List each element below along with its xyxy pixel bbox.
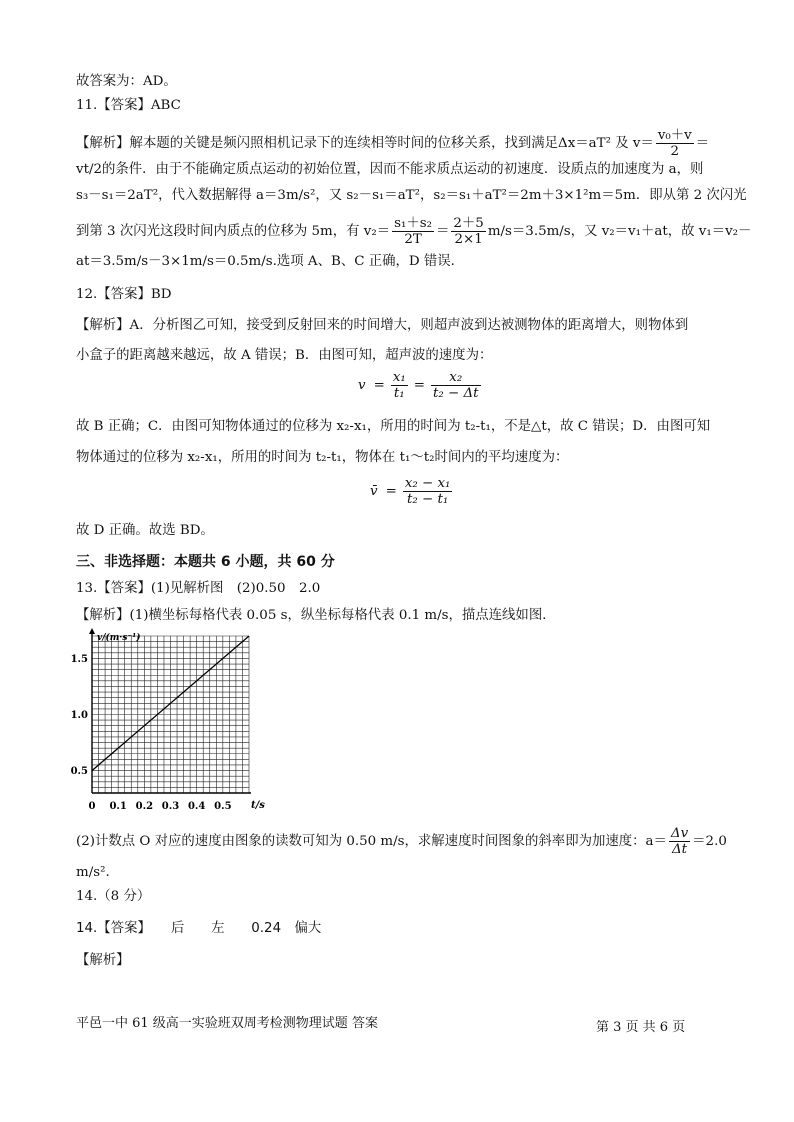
question-12-answer: 12.【答案】BD — [76, 287, 172, 302]
fraction-dv-over-dt — [669, 826, 690, 857]
question-13-analysis-line-1: 【解析】(1)横坐标每格代表 0.05 s，纵坐标每格代表 0.1 m/s，描点连线如图． — [76, 608, 556, 623]
analysis-text: m/s＝3.5m/s，又 v₂＝v₁＋at，故 v₁＝v₂－ — [487, 224, 752, 239]
fraction-x1-over-t1 — [391, 370, 408, 401]
question-13-analysis-line-3: m/s². — [76, 865, 110, 880]
question-14-header: 14.（8 分） — [76, 889, 151, 904]
analysis-text: 【解析】解本题的关键是频闪照相机记录下的连续相等时间的位移关系，找到满足Δx＝aT² 及 v＝ — [76, 136, 654, 151]
analysis-text: (2)计数点 O 对应的速度由图象的读数可知为 0.50 m/s，求解速度时间图象的斜率即为加速度：a＝ — [76, 834, 667, 849]
formula-variable-v-bar: v̄ — [370, 484, 378, 499]
question-11-analysis-line-4 — [76, 216, 751, 247]
chart-y-axis-label: v/(m·s⁻¹) — [97, 633, 141, 643]
x-tick-label: 0.2 — [135, 801, 154, 812]
question-12-analysis-line-1: 【解析】A．分析图乙可知，接受到反射回来的时间增大，则超声波到达被测物体的距离增大，则物体到 — [76, 318, 689, 333]
equals-sign: ＝ — [695, 136, 710, 151]
fraction-2-plus-5-over-2x1 — [451, 216, 485, 247]
fraction-numerator: v₀＋v — [657, 128, 692, 143]
y-axis-arrow — [89, 628, 95, 634]
equals-sign: ＝ — [436, 224, 450, 239]
question-12-analysis-line-4: 物体通过的位移为 x₂-x₁，所用的时间为 t₂-t₁，物体在 t₁～t₂时间内的平均速度为： — [76, 450, 569, 465]
question-12-analysis-line-2: 小盒子的距离越来越远，故 A 错误；B．由图可知，超声波的速度为： — [76, 348, 493, 363]
chart-grid — [92, 636, 249, 793]
fraction-denominator: 2 — [670, 144, 680, 159]
y-tick-label: 1.5 — [70, 653, 88, 665]
question-11-analysis-line-3: s₃－s₁＝2aT²，代入数据解得 a＝3m/s²，又 s₂－s₁＝aT²，s₂＝s₁＋aT²＝2m＋3×1²m＝5m．即从第 2 次闪光 — [76, 188, 747, 203]
analysis-text: ＝2.0 — [692, 834, 727, 849]
question-12-analysis-line-3: 故 B 正确；C．由图可知物体通过的位移为 x₂-x₁，所用的时间为 t₂-t₁，不是△t，故 C 错误；D．由图可知 — [76, 419, 711, 434]
question-11-analysis-line-5: at＝3.5m/s－3×1m/s＝0.5m/s.选项 A、B、C 正确，D 错误． — [76, 254, 465, 269]
question-13-answer: 13.【答案】(1)见解析图 (2)0.50 2.0 — [76, 581, 321, 596]
x-tick-label: 0.4 — [187, 801, 206, 812]
question-11-analysis-line-1 — [76, 128, 709, 159]
equals-sign: = — [385, 484, 397, 499]
velocity-time-chart — [70, 628, 270, 818]
fraction-s1-plus-s2-over-2T — [392, 216, 434, 247]
fraction-numerator: Δv — [670, 826, 689, 841]
fraction-denominator: 2T — [404, 232, 422, 247]
x-tick-label: 0.5 — [214, 801, 232, 812]
question-14-answer: 14.【答案】 后 左 0.24 偏大 — [76, 921, 322, 936]
answer-11-summary: 故答案为：AD。 — [76, 74, 177, 89]
y-tick-label: 0.5 — [70, 766, 88, 778]
question-13-analysis-line-2 — [76, 826, 727, 857]
fraction-dx-over-dt — [403, 476, 453, 507]
x-tick-label: 0.3 — [161, 801, 180, 812]
formula-speed-of-sound — [354, 370, 483, 401]
fraction-numerator: 2＋5 — [453, 216, 484, 231]
equals-sign: = — [373, 378, 385, 393]
y-tick-label: 1.0 — [70, 710, 88, 721]
page-number: 第 3 页 共 6 页 — [596, 1020, 686, 1035]
x-tick-label: 0.1 — [109, 801, 127, 812]
question-14-analysis: 【解析】 — [76, 953, 130, 968]
fraction-denominator: Δt — [672, 842, 688, 857]
fraction-denominator: t₂ − t₁ — [406, 492, 449, 507]
fraction-v0-plus-v-over-2 — [656, 128, 694, 159]
fraction-denominator: t₂ − Δt — [432, 386, 479, 401]
fraction-denominator: t₁ — [393, 386, 405, 401]
fraction-x2-over-t2-minus-dt — [431, 370, 481, 401]
formula-variable-v: v — [358, 378, 366, 393]
chart-x-axis-label: t/s — [251, 800, 265, 811]
fraction-numerator: s₁＋s₂ — [394, 216, 432, 231]
section-heading: 三、非选择题：本题共 6 小题，共 60 分 — [76, 554, 335, 570]
fraction-numerator: x₁ — [392, 370, 406, 385]
x-tick-label: 0 — [88, 801, 96, 812]
page-footer-title: 平邑一中 61 级高一实验班双周考检测物理试题 答案 — [76, 1016, 378, 1031]
formula-average-velocity — [366, 476, 454, 507]
fraction-numerator: x₂ — [431, 370, 481, 386]
fraction-denominator: 2×1 — [454, 232, 483, 247]
question-12-conclusion: 故 D 正确。故选 BD。 — [76, 523, 214, 538]
question-11-analysis-line-2: vt/2的条件．由于不能确定质点运动的初始位置，因而不能求质点运动的初速度．设质点的加速度为 a，则 — [76, 162, 704, 177]
fraction-numerator: x₂ − x₁ — [404, 476, 451, 491]
equals-sign: = — [413, 378, 425, 393]
question-11-answer: 11.【答案】ABC — [76, 98, 181, 113]
analysis-text: 到第 3 次闪光这段时间内质点的位移为 5m，有 v₂＝ — [76, 224, 391, 239]
